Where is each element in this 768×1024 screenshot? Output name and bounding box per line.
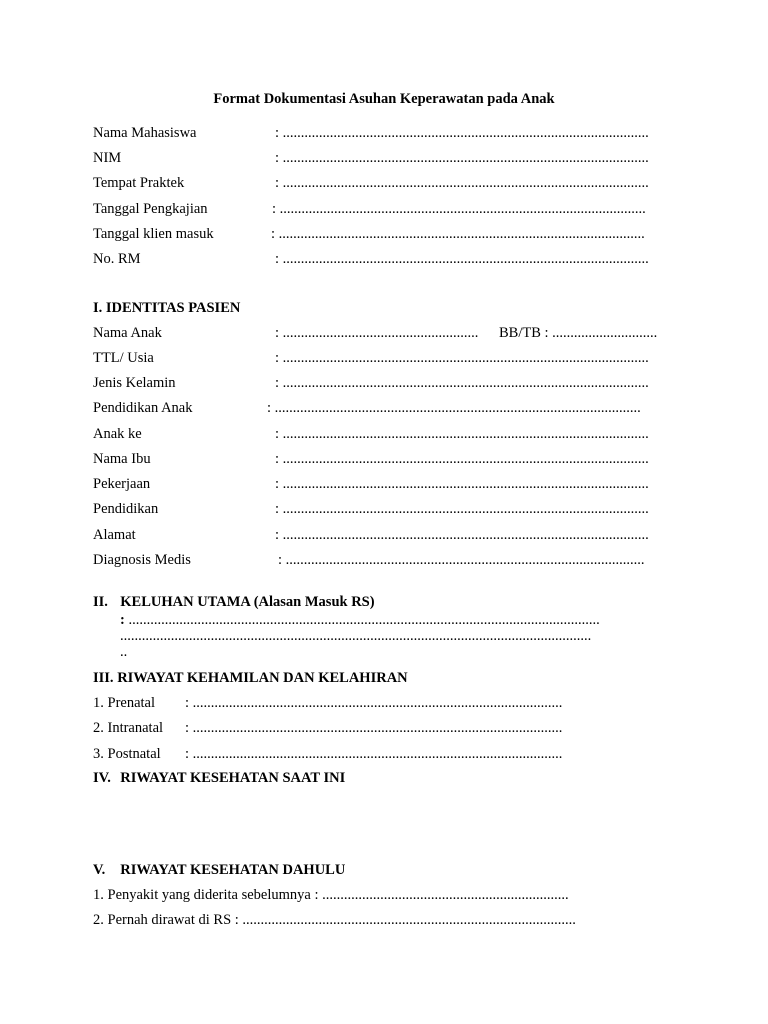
section-number: II. — [93, 594, 108, 610]
field-dots: : ...................................................... — [275, 325, 479, 341]
keluhan-colon: : — [120, 612, 125, 628]
field-dots: : ..................................................................................................... — [275, 125, 649, 141]
field-dots: : ...................................................................................................... — [185, 720, 563, 736]
field-dots: : ..................................................................................................... — [267, 400, 641, 416]
section-riwayat-kehamilan-heading — [93, 670, 408, 687]
field-dots: : ..................................................................................................... — [275, 476, 649, 492]
field-dots: : ..................................................................................................... — [275, 426, 649, 442]
field-label: Diagnosis Medis — [93, 552, 191, 568]
field-label: Jenis Kelamin — [93, 375, 176, 391]
field-label: Nama Mahasiswa — [93, 125, 197, 141]
field-dots: : ..................................................................................................... — [275, 350, 649, 366]
keluhan-dots: .................................................................................................................................. — [124, 612, 600, 628]
field-label: 1. Prenatal — [93, 695, 156, 711]
field-dots: : ..................................................................................................... — [272, 201, 646, 217]
field-dots: : ..................................................................................................... — [275, 150, 649, 166]
section-riwayat-kesehatan-saat-ini-heading — [93, 770, 345, 787]
field-label: No. RM — [93, 251, 141, 267]
section-title: RIWAYAT KEHAMILAN DAN KELAHIRAN — [117, 670, 408, 686]
field-label: Nama Anak — [93, 325, 162, 341]
field-label: 3. Postnatal — [93, 746, 161, 762]
field-label: TTL/ Usia — [93, 350, 154, 366]
keluhan-utama-line-1 — [120, 612, 600, 629]
field-dots: : ..................................................................................................... — [275, 501, 649, 517]
section-title: RIWAYAT KESEHATAN SAAT INI — [120, 770, 346, 786]
field-label: Alamat — [93, 527, 136, 543]
field-label: Nama Ibu — [93, 451, 151, 467]
field-dots: : ................................................................................................... — [278, 552, 645, 568]
section-title: KELUHAN UTAMA (Alasan Masuk RS) — [120, 594, 375, 610]
field-label: Tanggal Pengkajian — [93, 201, 208, 217]
keluhan-utama-line-2: .................................................................................................................................. — [120, 628, 592, 644]
field-label: 2. Intranatal — [93, 720, 164, 736]
section-keluhan-utama-heading — [93, 594, 375, 611]
field-dots: : ..................................................................................................... — [275, 375, 649, 391]
field-penyakit-sebelumnya: 1. Penyakit yang diderita sebelumnya : .................................................................... — [93, 887, 569, 903]
field-dots: : ..................................................................................................... — [275, 175, 649, 191]
section-title: RIWAYAT KESEHATAN DAHULU — [120, 862, 346, 878]
field-bb-tb: BB/TB : ............................. — [499, 325, 658, 341]
section-identitas-pasien-heading — [93, 300, 240, 317]
field-label: Pekerjaan — [93, 476, 151, 492]
field-label: Pendidikan Anak — [93, 400, 193, 416]
field-label: Tempat Praktek — [93, 175, 185, 191]
document-title: Format Dokumentasi Asuhan Keperawatan pada Anak — [213, 91, 555, 107]
field-dots: : ..................................................................................................... — [275, 527, 649, 543]
section-number: III. — [93, 670, 114, 686]
keluhan-utama-line-3: .. — [120, 644, 128, 660]
field-pernah-dirawat: 2. Pernah dirawat di RS : ............................................................................................ — [93, 912, 576, 928]
section-number: I. — [93, 300, 103, 316]
section-title: IDENTITAS PASIEN — [105, 300, 241, 316]
field-label: Pendidikan — [93, 501, 159, 517]
field-label: NIM — [93, 150, 122, 166]
field-dots: : ..................................................................................................... — [271, 226, 645, 242]
field-label: Anak ke — [93, 426, 142, 442]
section-riwayat-kesehatan-dahulu-heading — [93, 862, 345, 879]
section-number: IV. — [93, 770, 111, 786]
field-dots: : ..................................................................................................... — [275, 451, 649, 467]
section-number: V. — [93, 862, 106, 878]
field-dots: : ...................................................................................................... — [185, 695, 563, 711]
field-dots: : ...................................................................................................... — [185, 746, 563, 762]
field-label: Tanggal klien masuk — [93, 226, 214, 242]
field-dots: : ..................................................................................................... — [275, 251, 649, 267]
